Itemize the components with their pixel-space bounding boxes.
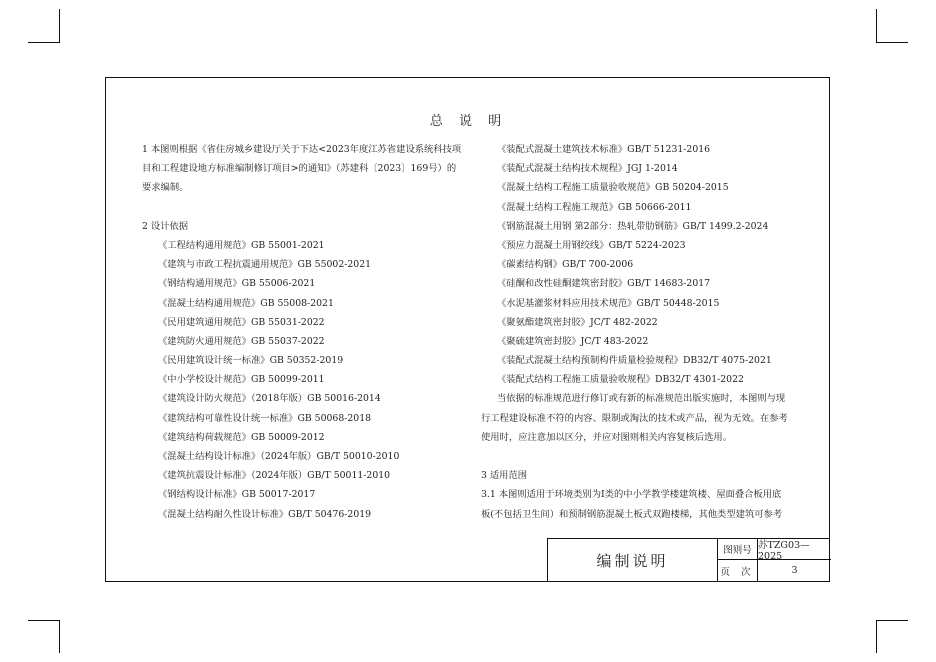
page-number-label: 页 次: [718, 560, 758, 581]
section2-heading: 2 设计依据: [142, 220, 189, 232]
reference-item: 《建筑结构可靠性设计统一标准》GB 50068-2018: [158, 412, 372, 424]
reference-item: 《钢结构设计标准》GB 50017-2017: [158, 489, 316, 501]
reference-item: 《聚硫建筑密封胶》JC/T 483-2022: [497, 335, 649, 347]
reference-item: 《装配式混凝土建筑技术标准》GB/T 51231-2016: [497, 144, 711, 155]
reference-item: 《水泥基灌浆材料应用技术规范》GB/T 50448-2015: [497, 297, 720, 309]
crop-mark-tr-h: [876, 42, 908, 43]
section1-line: 要求编制。: [142, 182, 189, 194]
spacer: [142, 198, 461, 217]
reference-item: 《建筑与市政工程抗震通用规范》GB 55002-2021: [158, 259, 372, 271]
section1-line: 目和工程建设地方标准编制修订项目>的通知》（苏建科〔2023〕169号）的: [142, 163, 457, 175]
reference-item: 《装配式结构工程施工质量验收规程》DB32/T 4301-2022: [497, 374, 744, 386]
crop-mark-tl-v: [59, 9, 60, 42]
atlas-number-label: 图则号: [718, 539, 758, 560]
spacer: [481, 447, 788, 466]
reference-item: 《混凝土结构耐久性设计标准》GB/T 50476-2019: [158, 508, 372, 520]
reference-item: 《民用建筑设计统一标准》GB 50352-2019: [158, 355, 344, 367]
reference-item: 《民用建筑通用规范》GB 55031-2022: [158, 316, 325, 328]
page-title: 总 说 明: [429, 114, 508, 129]
section3-line: 板(不包括卫生间）和预制钢筋混凝土板式双跑楼梯，其他类型建筑可参考: [481, 508, 783, 520]
left-column: [142, 140, 461, 524]
reference-item: 《聚氨酯建筑密封胶》JC/T 482-2022: [497, 316, 658, 328]
section3-heading: 3 适用范围: [481, 470, 528, 482]
drawing-frame: [105, 77, 830, 582]
reference-item: 《钢结构通用规范》GB 55006-2021: [158, 278, 316, 290]
note-line: 行工程建设标准不符的内容、限制或淘汰的技术或产品，视为无效。在参考: [481, 412, 788, 424]
page-number: 3: [791, 565, 798, 576]
reference-item: 《中小学校设计规范》GB 50099-2011: [158, 374, 325, 386]
reference-item: 《工程结构通用规范》GB 55001-2021: [158, 239, 325, 251]
right-column: [481, 140, 788, 524]
reference-item: 《建筑防火通用规范》GB 55037-2022: [158, 335, 325, 347]
reference-item: 《混凝土结构工程施工规范》GB 50666-2011: [497, 201, 692, 213]
reference-item: 《碳素结构钢》GB/T 700-2006: [497, 259, 634, 271]
section3-line: 3.1 本图则适用于环境类别为Ⅰ类的中小学教学楼建筑楼、屋面叠合板用底: [481, 489, 782, 501]
crop-mark-tr-v: [876, 9, 877, 42]
title-block-main: 编制说明: [548, 539, 718, 581]
crop-mark-bl-h: [28, 620, 60, 621]
reference-item: 《混凝土结构设计标准》（2024年版）GB/T 50010-2010: [158, 451, 400, 462]
reference-item: 《硅酮和改性硅酮建筑密封胶》GB/T 14683-2017: [497, 278, 711, 290]
reference-item: 《建筑抗震设计标准》（2024年版）GB/T 50011-2010: [158, 470, 391, 482]
reference-item: 《钢筋混凝土用钢 第2部分：热轧带肋钢筋》GB/T 1499.2-2024: [497, 220, 769, 232]
reference-item: 《建筑结构荷载规范》GB 50009-2012: [158, 431, 325, 443]
section1-line: 1 本图则根据《省住房城乡建设厅关于下达<2023年度江苏省建设系统科技项: [142, 144, 462, 155]
reference-item: 《混凝土结构工程施工质量验收规范》GB 50204-2015: [497, 182, 729, 194]
title-block: [547, 538, 830, 582]
reference-item: 《装配式混凝土结构预制构件质量检验规程》DB32/T 4075-2021: [497, 355, 772, 367]
atlas-number: 苏TZG03—2025: [758, 539, 831, 560]
reference-item: 《预应力混凝土用钢绞线》GB/T 5224-2023: [497, 239, 686, 251]
reference-item: 《混凝土结构通用规范》GB 55008-2021: [158, 297, 334, 309]
reference-item: 《建筑设计防火规范》（2018年版）GB 50016-2014: [158, 393, 381, 405]
crop-mark-br-h: [876, 620, 908, 621]
crop-mark-tl-h: [28, 42, 60, 43]
crop-mark-br-v: [876, 620, 877, 653]
note-line: 当依据的标准规范进行修订或有新的标准规范出版实施时，本图则与现: [497, 393, 786, 405]
note-line: 使用时，应注意加以区分，并应对图则相关内容复核后选用。: [481, 431, 733, 443]
crop-mark-bl-v: [59, 620, 60, 653]
reference-item: 《装配式混凝土结构技术规程》JGJ 1-2014: [497, 163, 678, 175]
